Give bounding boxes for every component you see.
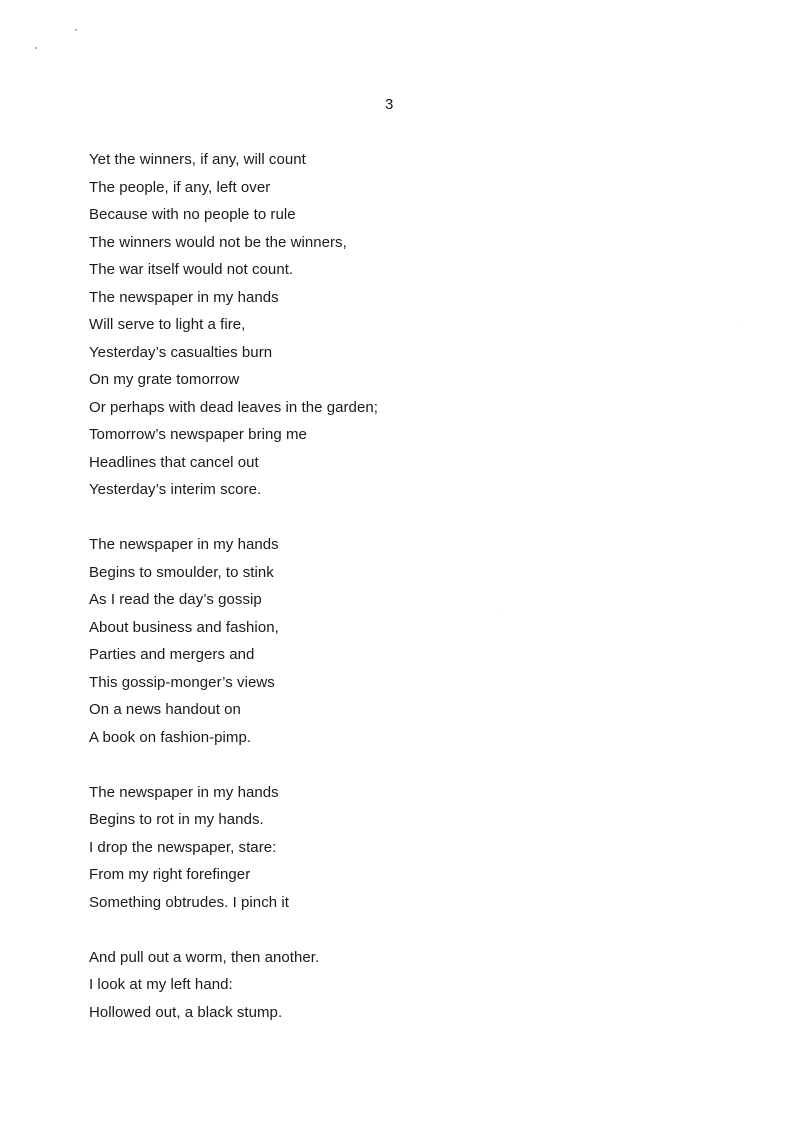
poem-line: And pull out a worm, then another. xyxy=(89,948,320,966)
poem-line: Begins to rot in my hands. xyxy=(89,811,264,828)
poem-line: Tomorrow’s newspaper bring me xyxy=(89,426,307,443)
poem-line: On my grate tomorrow xyxy=(89,371,240,388)
poem-body xyxy=(89,148,729,1056)
poem-line: The newspaper in my hands xyxy=(89,288,279,306)
poem-line: Begins to smoulder, to stink xyxy=(89,563,274,581)
scan-speck xyxy=(75,29,77,31)
poem-line: Hollowed out, a black stump. xyxy=(89,1003,283,1021)
poem-line: I drop the newspaper, stare: xyxy=(89,838,277,856)
poem-line: As I read the day’s gossip xyxy=(89,591,262,608)
poem-line: The people, if any, left over xyxy=(89,178,271,196)
poem-line: Parties and mergers and xyxy=(89,646,255,663)
poem-line: Or perhaps with dead leaves in the garden; xyxy=(89,398,378,416)
page-number: 3 xyxy=(385,96,394,113)
poem-line: Yesterday’s interim score. xyxy=(89,481,262,498)
poem-line: The war itself would not count. xyxy=(89,261,294,278)
poem-line: Something obtrudes. I pinch it xyxy=(89,893,289,911)
poem-line: Yesterday’s casualties burn xyxy=(89,343,273,361)
poem-line: From my right forefinger xyxy=(89,866,251,883)
poem-line: Yet the winners, if any, will count xyxy=(89,151,306,168)
poem-line: Will serve to light a fire, xyxy=(89,316,246,333)
poem-line: Because with no people to rule xyxy=(89,206,296,223)
poem-line: About business and fashion, xyxy=(89,618,279,636)
scan-speck xyxy=(35,47,37,49)
scan-speck xyxy=(740,322,741,323)
poem-line: On a news handout on xyxy=(89,701,241,718)
stanza-1 xyxy=(89,148,729,506)
poem-line: I look at my left hand: xyxy=(89,976,233,993)
poem-line: The newspaper in my hands xyxy=(89,536,279,553)
poem-line: This gossip-monger’s views xyxy=(89,673,275,691)
stanza-2 xyxy=(89,533,729,753)
stanza-4 xyxy=(89,946,729,1029)
poem-line: The newspaper in my hands xyxy=(89,783,279,801)
poem-line: The winners would not be the winners, xyxy=(89,233,347,251)
stanza-3 xyxy=(89,781,729,919)
poem-line: Headlines that cancel out xyxy=(89,453,259,471)
poem-line: A book on fashion-pimp. xyxy=(89,728,252,746)
